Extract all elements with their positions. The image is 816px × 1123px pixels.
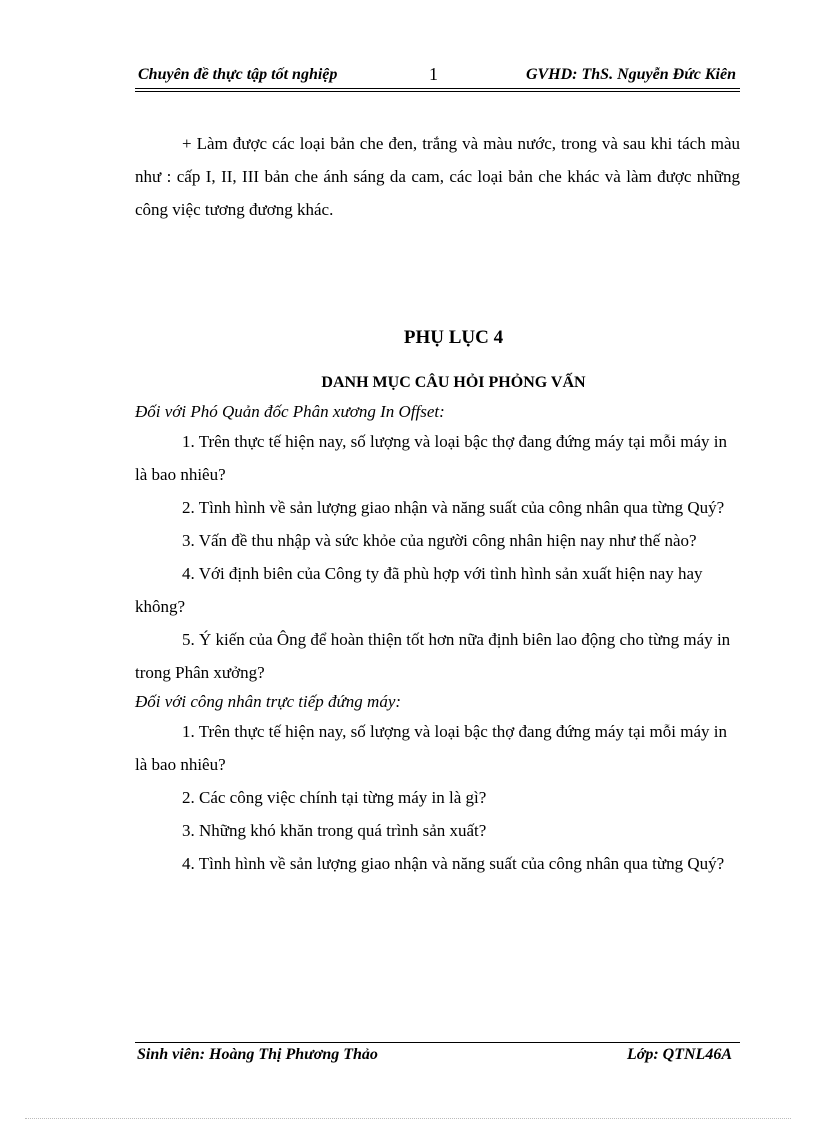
page-footer [135,1046,740,1070]
group1-question: 2. Tình hình về sản lượng giao nhận và năng suất của công nhân qua từng Quý? [182,498,725,517]
appendix-title: PHỤ LỤC 4 [403,327,504,348]
footer-student: Sinh viên: Hoàng Thị Phương Thảo [137,1046,378,1063]
group1-question: 5. Ý kiến của Ông để hoàn thiện tốt hơn nữa định biên lao động cho từng máy in trong Phân xưởng? [135,630,731,682]
group2-question: 2. Các công việc chính tại từng máy in là gì? [182,788,487,807]
group1-heading: Đối với Phó Quản đốc Phân xương In Offset: [135,402,445,421]
group2-heading: Đối với công nhân trực tiếp đứng máy: [135,692,402,711]
group2-question: 4. Tình hình về sản lượng giao nhận và năng suất của công nhân qua từng Quý? [182,854,725,873]
header-page-number: 1 [429,64,438,84]
header-document-title: Chuyên đề thực tập tốt nghiệp [138,66,338,83]
group1-question: 1. Trên thực tế hiện nay, số lượng và loại bậc thợ đang đứng máy tại mỗi máy in là bao nhiêu? [135,432,727,484]
intro-paragraph: + Làm được các loại bản che đen, trắng và màu nước, trong và sau khi tách màu như : cấp I, II, III bản che ánh sáng da cam, các loại bản che khác và làm được những công việc tương đương khác. [135,134,740,219]
header-rule [135,88,740,92]
page-header [135,64,740,88]
group1-question: 3. Vấn đề thu nhập và sức khỏe của người công nhân hiện nay như thế nào? [182,531,697,550]
group1-question: 4. Với định biên của Công ty đã phù hợp với tình hình sản xuất hiện nay hay không? [135,564,703,616]
page-bottom-edge [25,1118,791,1119]
footer-class: Lớp: QTNL46A [626,1046,732,1063]
group2-question: 1. Trên thực tế hiện nay, số lượng và loại bậc thợ đang đứng máy tại mỗi máy in là bao nhiêu? [135,722,727,774]
group2-question: 3. Những khó khăn trong quá trình sản xuất? [182,821,487,840]
page-content [135,127,740,880]
header-supervisor: GVHD: ThS. Nguyễn Đức Kiên [525,66,736,83]
footer-rule [135,1042,740,1043]
section-title: DANH MỤC CÂU HỎI PHỎNG VẤN [321,374,586,391]
